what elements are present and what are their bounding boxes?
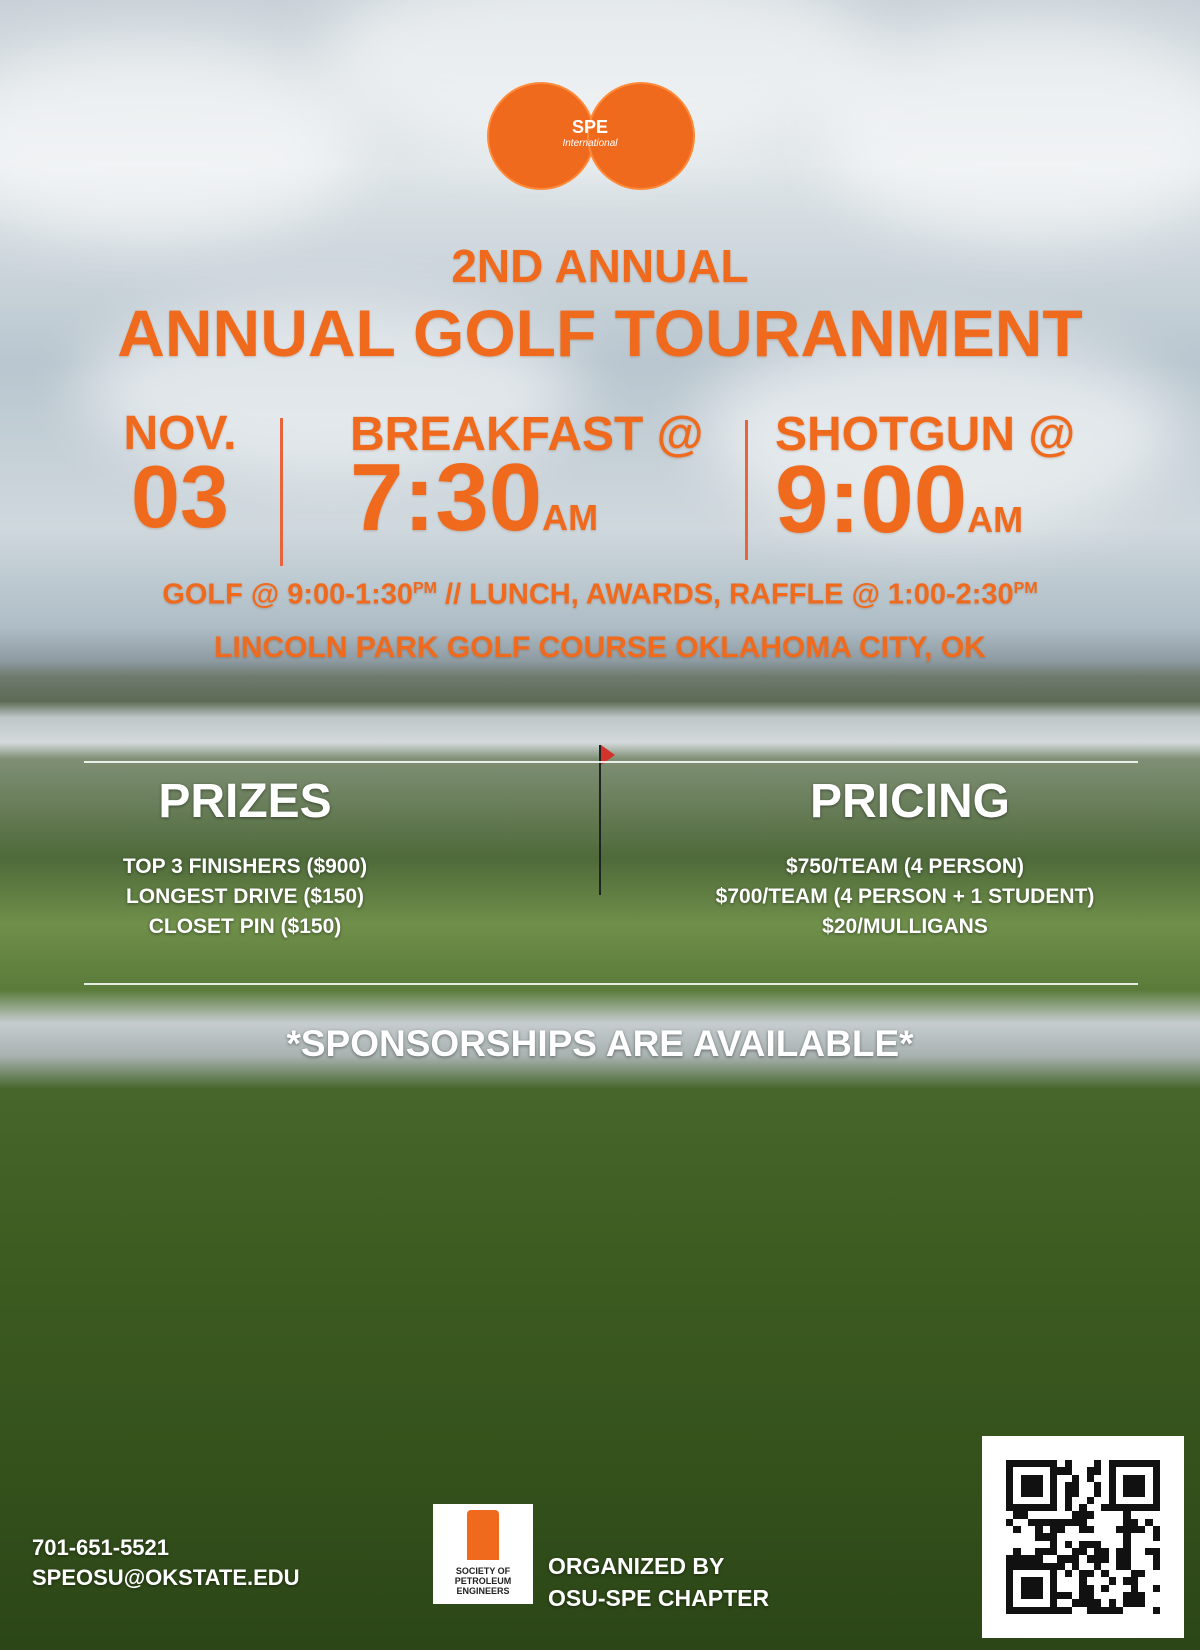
event-day: 03 — [131, 447, 229, 546]
golf-time: GOLF @ 9:00-1:30 — [162, 578, 413, 611]
list-item: TOP 3 FINISHERS ($900) — [122, 855, 368, 878]
prizes-list — [70, 852, 420, 942]
section-divider-bottom — [84, 983, 1138, 985]
shotgun-time-row — [775, 446, 1175, 570]
list-item: CLOSET PIN ($150) — [148, 915, 342, 938]
contact-info — [32, 1533, 392, 1593]
spe-logo — [487, 82, 693, 190]
logo-subtitle: International — [562, 138, 618, 149]
divider — [745, 420, 748, 560]
badge-text: SOCIETY OF PETROLEUM ENGINEERS — [454, 1566, 512, 1596]
breakfast-am: AM — [542, 497, 599, 538]
organizer-line1: ORGANIZED BY — [548, 1553, 725, 1579]
qr-code-icon[interactable] — [982, 1436, 1184, 1638]
times-line — [0, 572, 1200, 612]
pricing-list — [660, 852, 1150, 942]
logo-name: SPE — [571, 117, 609, 137]
list-item: $700/TEAM (4 PERSON + 1 STUDENT) — [715, 885, 1095, 908]
event-location: LINCOLN PARK GOLF COURSE OKLAHOMA CITY, OK — [214, 631, 986, 664]
divider — [280, 418, 283, 566]
breakfast-label: BREAKFAST @ — [350, 408, 704, 461]
speosu-badge-icon — [433, 1504, 533, 1604]
list-item: $20/MULLIGANS — [822, 915, 988, 938]
event-month: NOV. — [123, 407, 237, 460]
prizes-heading: PRIZES — [158, 775, 332, 828]
pricing-heading: PRICING — [809, 775, 1010, 828]
shotgun-time: 9:00 — [775, 446, 968, 553]
sponsorship-note: *SPONSORSHIPS ARE AVAILABLE* — [286, 1023, 914, 1064]
flag-pole — [599, 745, 601, 895]
cloud-decoration — [0, 40, 360, 240]
edition-label: 2ND ANNUAL — [451, 240, 749, 292]
lunch-time: // LUNCH, AWARDS, RAFFLE @ 1:00-2:30 — [437, 578, 1014, 611]
organizer-line2: OSU-SPE CHAPTER — [548, 1585, 770, 1611]
breakfast-time: 7:30 — [350, 444, 543, 551]
qr-pattern — [1006, 1460, 1160, 1614]
derrick-shape — [467, 1510, 499, 1560]
organizer-info — [548, 1550, 848, 1614]
contact-phone[interactable]: 701-651-5521 — [32, 1535, 170, 1560]
shotgun-am: AM — [967, 499, 1024, 540]
golf-pm: PM — [413, 580, 437, 597]
shotgun-label: SHOTGUN @ — [775, 408, 1076, 461]
list-item: $750/TEAM (4 PERSON) — [785, 855, 1025, 878]
contact-email[interactable]: SPEOSU@OKSTATE.EDU — [32, 1565, 300, 1590]
list-item: LONGEST DRIVE ($150) — [125, 885, 365, 908]
page-title: ANNUAL GOLF TOURANMENT — [117, 296, 1083, 370]
section-divider-top — [84, 761, 1138, 763]
breakfast-time-row — [350, 444, 730, 568]
lunch-pm: PM — [1013, 580, 1038, 597]
